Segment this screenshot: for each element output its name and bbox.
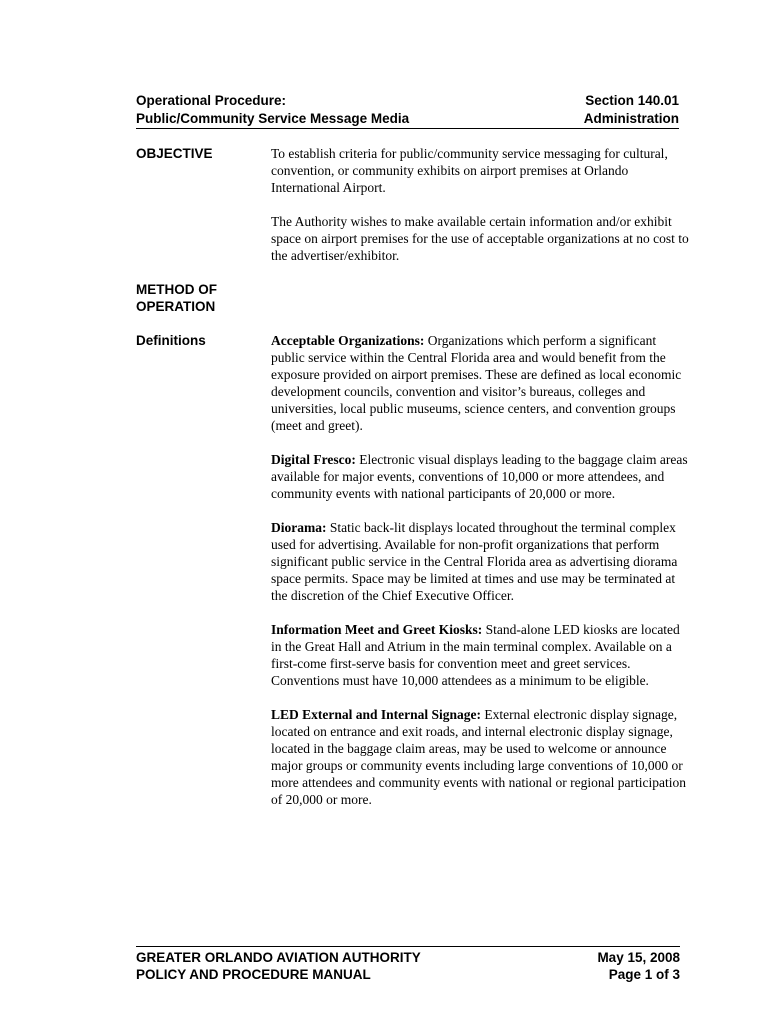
document-footer: [136, 946, 680, 983]
organization-name: GREATER ORLANDO AVIATION AUTHORITY: [136, 950, 421, 965]
objective-paragraph-1: To establish criteria for public/community service messaging for cultural, convention, or community exhibits on airport premises at Orlando International Airport.: [271, 146, 668, 195]
footer-row-1: [136, 949, 680, 966]
objective-text: [271, 145, 691, 281]
definition-meet-greet-kiosks: [271, 621, 691, 689]
definition-digital-fresco: [271, 451, 691, 502]
procedure-label: Operational Procedure:: [136, 93, 287, 108]
document-date: May 15, 2008: [597, 950, 680, 965]
definition-term: LED External and Internal Signage:: [271, 707, 482, 722]
definition-term: Information Meet and Greet Kiosks:: [271, 622, 483, 637]
definitions-label: Definitions: [136, 333, 206, 348]
objective-label: OBJECTIVE: [136, 146, 213, 161]
definition-term: Digital Fresco:: [271, 452, 356, 467]
definition-led-signage: [271, 706, 691, 808]
definition-term: Diorama:: [271, 520, 327, 535]
document-header: [136, 92, 679, 129]
footer-row-2: [136, 966, 680, 983]
method-label-line-2: OPERATION: [136, 299, 216, 314]
manual-name: POLICY AND PROCEDURE MANUAL: [136, 967, 371, 982]
method-of-operation-label: [136, 281, 217, 315]
definition-text: Electronic visual displays leading to the baggage claim areas available for major events, conventions of 10,000 or more attendees, and community events with national participants of 20,000 or more.: [271, 452, 688, 501]
definition-text: External electronic display signage, located on entrance and exit roads, and internal electronic display signage, located in the baggage claim areas, may be used to welcome or announce major groups or community events including large conventions of 10,000 or more attendees and community events with national or regional participation of 20,000 or more.: [271, 707, 686, 807]
procedure-title: Public/Community Service Message Media: [136, 111, 410, 126]
definition-text: Organizations which perform a significant public service within the Central Florida area and would benefit from the exposure provided on airport premises. These are defined as local economic development councils, convention and visitor’s bureaus, colleges and universities, local public museums, science centers, and convention groups (meet and greet).: [271, 333, 682, 433]
page-number: Page 1 of 3: [608, 967, 680, 982]
section-number: Section 140.01: [585, 93, 679, 108]
header-row-2: [136, 110, 679, 129]
definition-diorama: [271, 519, 691, 604]
section-category: Administration: [583, 111, 679, 126]
definition-text: Stand-alone LED kiosks are located in the Great Hall and Atrium in the main terminal complex. Available on a first-come first-serve basis for convention meet and greet services. Conventions must have 10,000 attendees as a minimum to be eligible.: [271, 622, 680, 688]
definition-acceptable-organizations: [271, 332, 691, 434]
method-label-line-1: METHOD OF: [136, 282, 217, 297]
definition-text: Static back-lit displays located throughout the terminal complex used for advertising. Available for non-profit organizations that perform significant public service in the Central Florida area as advertising diorama space permits. Space may be limited at times and use may be terminated at the discretion of the Chief Executive Officer.: [271, 520, 678, 603]
objective-paragraph-2: The Authority wishes to make available certain information and/or exhibit space on airport premises for the use of acceptable organizations at no cost to the advertiser/exhibitor.: [271, 214, 689, 263]
definitions-list: [271, 332, 691, 825]
header-row-1: [136, 92, 679, 110]
definition-term: Acceptable Organizations:: [271, 333, 425, 348]
